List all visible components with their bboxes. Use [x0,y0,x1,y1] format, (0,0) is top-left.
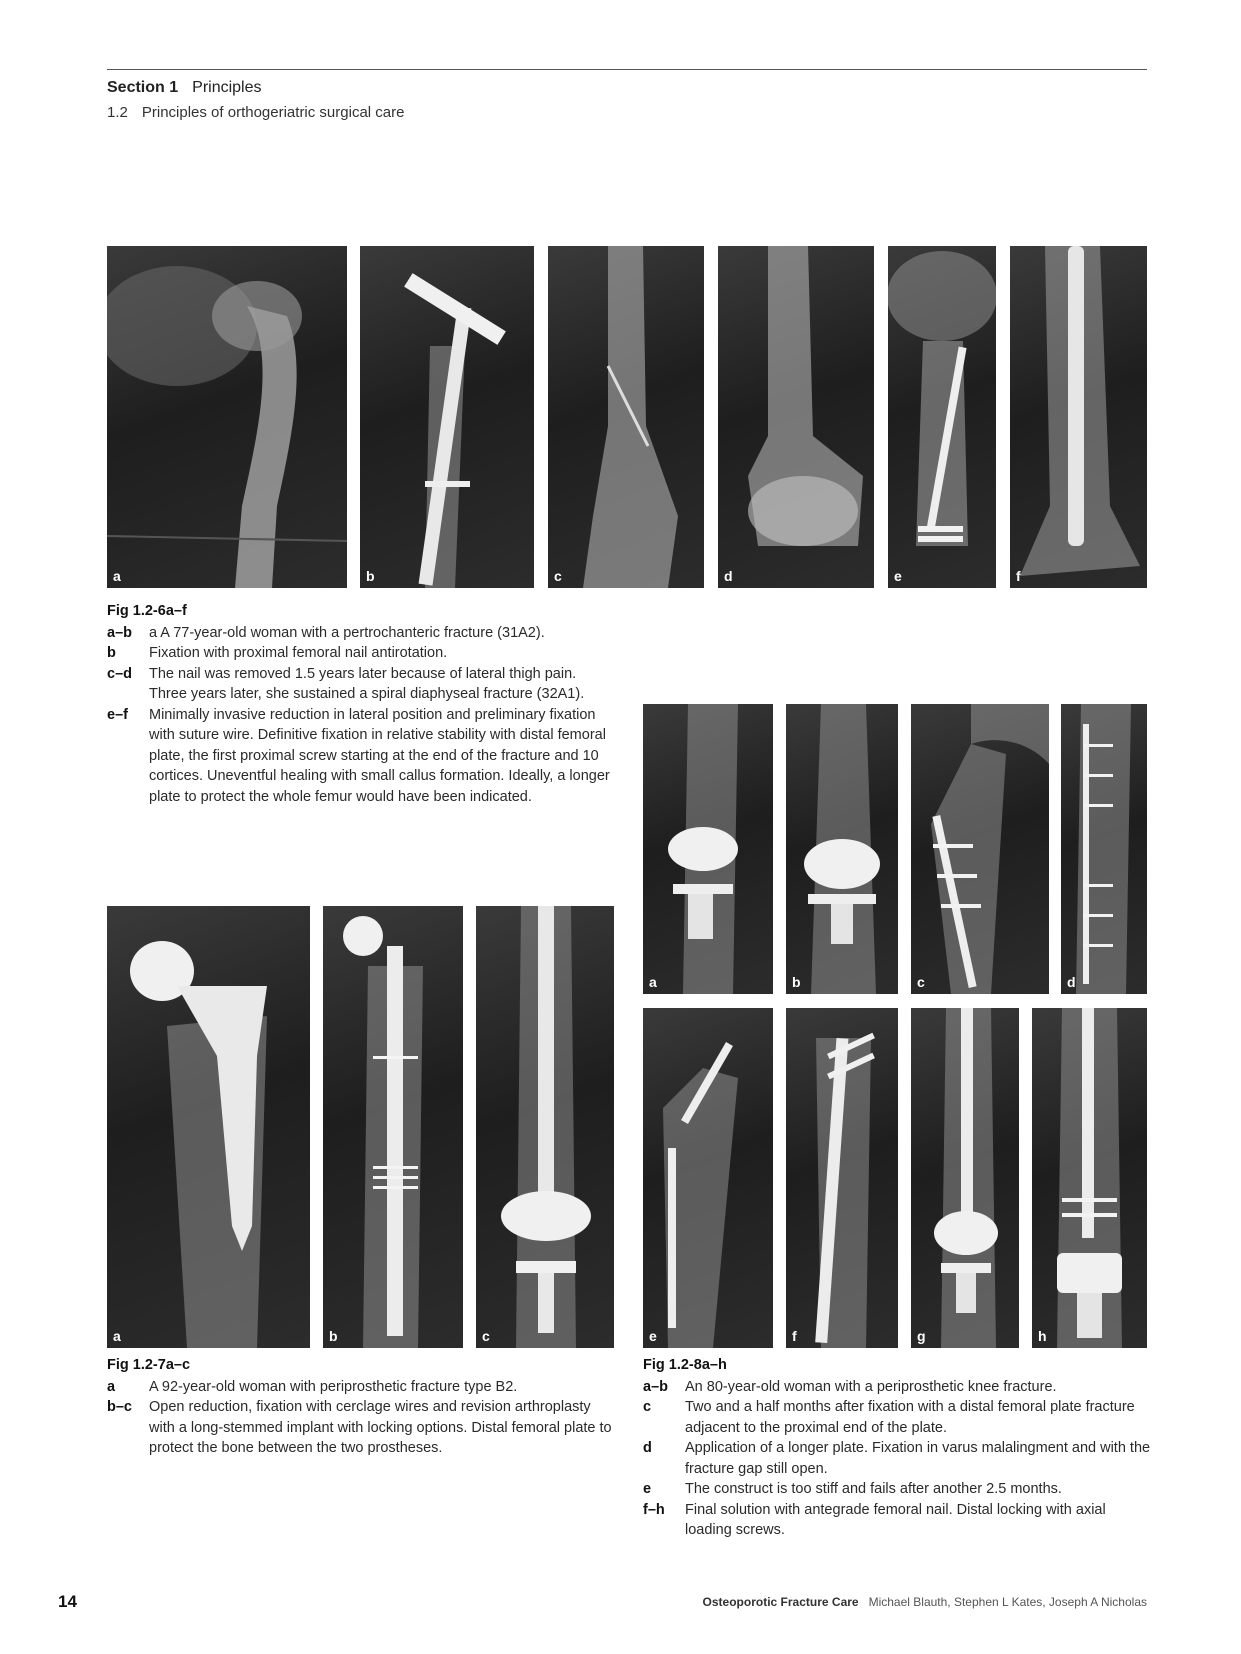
section-title [107,79,262,97]
spiral-fracture-xray-image [548,246,704,588]
book-footer [703,1595,1147,1609]
caption-text: The nail was removed 1.5 years later because of lateral thigh pain. Three years later, she sustained a spiral diaphyseal fracture (32A1). [149,665,585,702]
header-rule [107,69,1147,70]
revision-stem-xray-image [323,906,463,1348]
caption-text: The construct is too stiff and fails after another 2.5 months. [685,1481,1062,1497]
caption-text: A 92-year-old woman with periprosthetic fracture type B2. [149,1378,518,1395]
panel-label: c [554,568,562,584]
fig7-panel-b [323,906,463,1348]
caption-item [107,1397,617,1459]
caption-key: a–b [643,1378,668,1395]
chapter-title: Principles of orthogeriatric surgical care [141,104,405,121]
caption-item [107,643,617,664]
caption-text: Open reduction, fixation with cerclage wires and revision arthroplasty with a long-stemmed implant with locking options. Distal femoral plate to protect the bone between the two prostheses. [149,1399,612,1456]
page-number: 14 [58,1592,77,1611]
panel-label: f [792,1328,797,1344]
fig6-panel-b [360,246,534,588]
caption-item [107,705,617,808]
caption-key: c [643,1399,652,1415]
panel-label: c [482,1328,490,1344]
caption-key: c–d [107,665,132,682]
caption-item [643,1500,1153,1541]
figure-title: Fig 1.2-8a–h [643,1357,727,1373]
caption-text: An 80-year-old woman with a periprosthetic knee fracture. [685,1378,1057,1395]
caption-text: Two and a half months after fixation with a distal femoral plate fracture adjacent to the proximal end of the plate. [685,1399,1135,1436]
nail-knee-lateral-xray-image [911,1008,1019,1348]
antegrade-nail-proximal-xray-image [786,1008,898,1348]
fig6-caption [107,601,617,807]
fig7-panel-c [476,906,614,1348]
caption-item [643,1479,1153,1500]
caption-item [107,664,617,705]
panel-label: g [917,1328,926,1344]
caption-text: Application of a longer plate. Fixation in varus malalingment and with the fracture gap still open. [685,1440,1151,1477]
nail-fixation-xray-image [360,246,534,588]
panel-label: h [1038,1328,1047,1344]
caption-key: a–b [107,624,132,641]
lateral-femur-xray-image [718,246,874,588]
caption-key: b [107,645,116,661]
fig8-panel-d [1061,704,1147,994]
fig6-panel-d [718,246,874,588]
fig8-panel-g [911,1008,1019,1348]
panel-label: b [366,568,375,584]
fig8-panel-a [643,704,773,994]
long-plate-xray-image [1061,704,1147,994]
caption-item [107,623,617,644]
panel-label: c [917,974,925,990]
section-name: Principles [192,79,262,96]
failed-construct-xray-image [643,1008,773,1348]
fig6-panel-c [548,246,704,588]
caption-text: Fixation with proximal femoral nail antirotation. [149,645,448,661]
panel-label: f [1016,568,1021,584]
femur-xray-image [107,246,347,588]
panel-label: e [894,568,902,584]
panel-label: b [792,974,801,990]
panel-label: b [329,1328,338,1344]
figure-title: Fig 1.2-6a–f [107,603,187,619]
figure-title: Fig 1.2-7a–c [107,1357,191,1373]
fig8-panel-e [643,1008,773,1348]
caption-key: e–f [107,706,128,723]
book-authors: Michael Blauth, Stephen L Kates, Joseph A Nicholas [868,1595,1147,1609]
fig8-panel-f [786,1008,898,1348]
caption-item [643,1397,1153,1438]
fig6-panel-f [1010,246,1147,588]
knee-prosthesis-ap-xray-image [786,704,898,994]
caption-item [107,1377,617,1398]
caption-text: a A 77-year-old woman with a pertrochanteric fracture (31A2). [149,624,545,641]
fig7-panel-a [107,906,310,1348]
panel-label: e [649,1328,657,1344]
caption-text: Minimally invasive reduction in lateral position and preliminary fixation with suture wire. Definitive fixation in relative stability with distal femoral plate, the first proximal screw starting at the end of the fracture and 10 cortices. Uneventful healing with small callus formation. Ideally, a longer plate to protect the whole femur would have been indicated. [149,706,610,805]
fig6-panel-a [107,246,347,588]
caption-key: b–c [107,1399,132,1415]
caption-key: d [643,1440,652,1456]
caption-item [643,1377,1153,1398]
chapter-number: 1.2 [107,104,128,121]
fig8-panel-h [1032,1008,1147,1348]
healed-plate-xray-image [1010,246,1147,588]
fig8-caption [643,1355,1153,1541]
nail-knee-ap-xray-image [1032,1008,1147,1348]
panel-label: a [649,974,657,990]
section-label: Section 1 [107,79,179,96]
panel-label: a [113,1328,121,1344]
caption-text: Final solution with antegrade femoral nail. Distal locking with axial loading screws. [685,1501,1106,1538]
fig8-panel-b [786,704,898,994]
fig7-caption [107,1355,617,1459]
fig8-panel-c [911,704,1049,994]
caption-key: f–h [643,1501,665,1518]
plate-fixation-xray-image [888,246,996,588]
panel-label: a [113,568,121,584]
book-title: Osteoporotic Fracture Care [702,1595,859,1609]
hip-prosthesis-xray-image [107,906,310,1348]
knee-revision-xray-image [476,906,614,1348]
knee-prosthesis-lateral-xray-image [643,704,773,994]
chapter-heading [107,104,404,121]
panel-label: d [724,568,733,584]
panel-label: d [1067,974,1076,990]
short-plate-xray-image [911,704,1049,994]
caption-item [643,1438,1153,1479]
fig6-panel-e [888,246,996,588]
caption-key: a [107,1378,116,1395]
caption-key: e [643,1481,652,1497]
